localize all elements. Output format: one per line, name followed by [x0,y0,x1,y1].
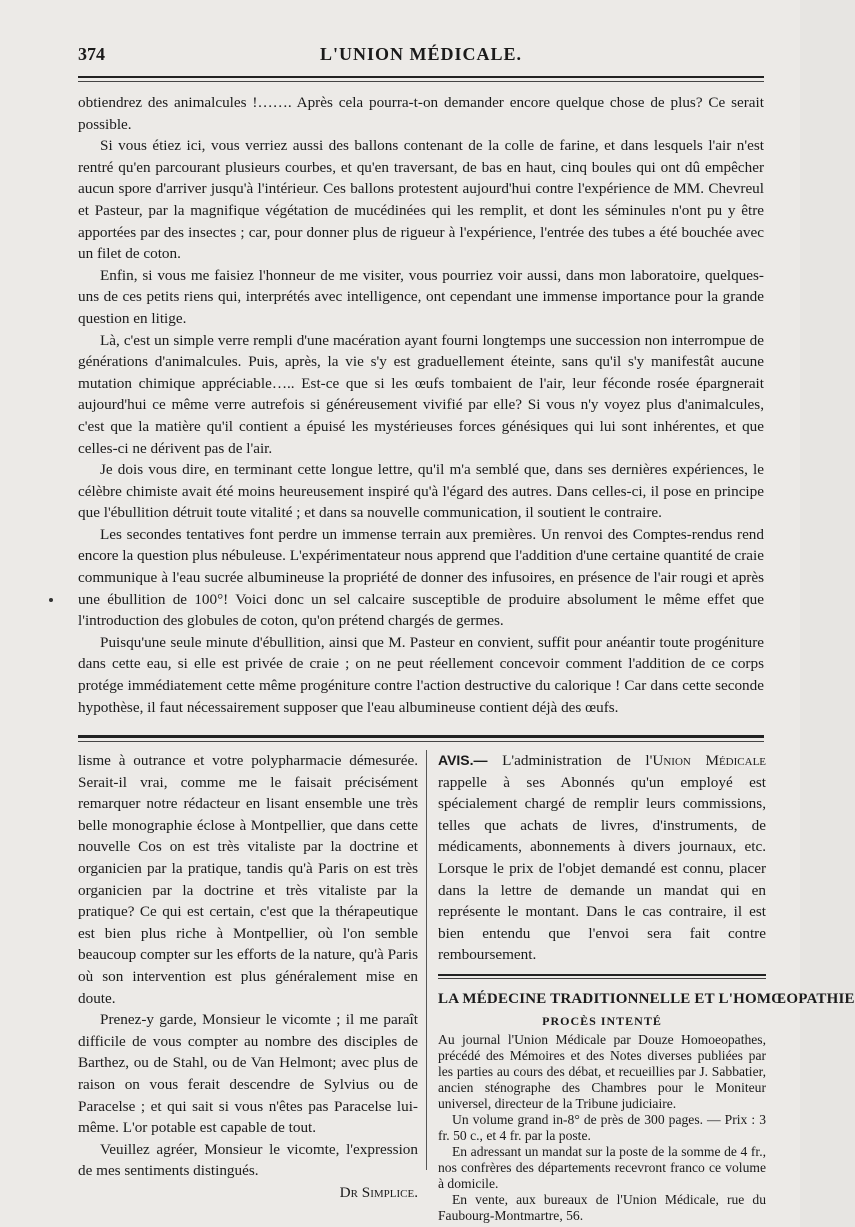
avis-journal-name: Union Médicale [652,752,767,769]
column-divider [426,750,427,1170]
article-paragraph: Les secondes tentatives font perdre un immense terrain aux premières. Un renvoi des Comptes-rendus rend encore la question plus nébuleuse. L'expérimentateur nous apprend que l'addition d'une certaine quantité de craie communique à l'eau sucrée albumineuse la propriété de donner des infusoires, en présence de l'air rougi et après une ébullition de 100°! Voici donc un sel calcaire susceptible de produire absolument le même effet que l'introduction des globules de coton, qu'on prétend chargés de germes. [78,525,764,630]
article-paragraph: Puisqu'une seule minute d'ébullition, ainsi que M. Pasteur en convient, suffit pour anéantir toute progéniture dans cette eau, si elle est privée de craie ; on ne peut réellement concevoir comment l'addition de ce corps protége immédiatement cette même progéniture contre l'action destructive du calorique ! Car dans cette seconde hypothèse, il faut nécessairement supposer que l'eau albumineuse contient déjà des œufs. [78,633,764,716]
ad-paragraph: En adressant un mandat sur la poste de la somme de 4 fr., nos confrères des départements recevront franco ce volume à domicile. [438,1144,766,1192]
article-paragraph: Là, c'est un simple verre rempli d'une macération ayant fourni longtemps une succession non interrompue de générations d'animalcules. Puis, après, la vie s'y est graduellement éteinte, sans qu'il s'y manifestât aucune mutation chimique appréciable….. Est-ce que si les œufs tombaient de l'air, leur féconde rosée épargnerait aujourd'hui ce même verre autrefois si généreusement vivifié par elle? Si vous n'y voyez plus d'animalcules, c'est que la matière qu'il contient a épuisé les mystérieuses forces génésiques qui lui sont inhérentes, et que celles-ci ne dérivent pas de l'air. [78,331,764,457]
journal-title: L'UNION MÉDICALE. [319,44,523,64]
letter-article [78,92,764,718]
print-mark [49,598,53,602]
article-paragraph: obtiendrez des animalcules !……. Après cela pourra-t-on demander encore quelque chose de plus? Ce serait possible. [78,94,764,133]
avis-text-continued: rappelle à ses Abonnés qu'un employé est spécialement chargé de remplir leurs commissions, telles que achats de livres, d'instruments, de médicaments, abonnements à divers journaux, etc. Lorsque le prix de l'objet demandé est connu, placer dans la lettre de demande un mandat qui en représente le montant. Dans le cas contraire, il est bien entendu que l'envoi sera fait contre remboursement. [438,773,766,964]
notice-rule-thin [438,978,766,979]
column-paragraph: Veuillez agréer, Monsieur le vicomte, l'expression de mes sentiments distingués. [78,1140,418,1180]
article-paragraph: Si vous étiez ici, vous verriez aussi des ballons contenant de la colle de farine, et dans lesquels l'air n'est rentré qu'en parcourant plusieurs courbes, et qu'en traversant, de bas en haut, cinq boules qui ont dû empêcher aucun spore d'arriver jusqu'à l'intérieur. Ces ballons protestent aujourd'hui contre l'expérience de MM. Chevreul et Pasteur, par la magnifique végétation de mucédinées qui les remplit, et dont les séminules n'ont pu y être apportées par des insectes ; car, pour donner plus de rigueur à l'expérience, l'entrée des tubes a été bouchée avec un filet de coton. [78,137,764,263]
avis-text: L'administration de l' [487,752,653,769]
header-rule [78,76,764,78]
page-number: 374 [78,44,105,64]
section-rule-thin [78,741,764,742]
column-paragraph: lisme à outrance et votre polypharmacie démesurée. Serait-il vrai, comme me le faisait précisément remarquer notre rédacteur en lisant ensemble une très belle monographie éclose à Montpellier, que dans cette nouvelle Cos on est très vitaliste par la doctrine et organicien par la pratique, tandis qu'à Paris on est très organicien par la doctrine et très vitaliste par la pratique? Ce qui est certain, c'est que la thérapeutique est bien plus riche à Montpellier, où l'on semble beaucoup compter sur les efforts de la nature, qu'à Paris où son intervention est plus généralement mise en doute. [78,752,418,1007]
ad-paragraph: En vente, aux bureaux de l'Union Médicale, rue du Faubourg-Montmartre, 56. [438,1192,766,1224]
section-rule [78,735,764,738]
header-rule-thin [78,81,764,82]
ad-paragraph: Un volume grand in-8° de près de 300 pages. — Prix : 3 fr. 50 c., et 4 fr. par la poste. [438,1112,766,1144]
column-paragraph: Prenez-y garde, Monsieur le vicomte ; il me paraît difficile de vous compter au nombre des disciples de Barthez, ou de Stahl, ou de Van Helmont; avec plus de raison on vous ferait descendre de Sylvius ou de Paracelse ; et qui sait si vous n'êtes pas Paracelse lui-même. L'or potable est capable de tout. [78,1011,418,1137]
ad-heading: LA MÉDECINE TRADITIONNELLE ET L'HOMŒOPATHIE [438,990,855,1007]
notice-rule [438,974,766,976]
signature: Dr Simplice. [339,1183,418,1201]
avis-label: AVIS.— [438,752,488,768]
page-header [78,44,764,70]
feuilleton-column [78,750,418,1203]
ad-paragraph: Au journal l'Union Médicale par Douze Homoeopathes, précédé des Mémoires et des Notes diverses publiées par les parties au cours des débat, et recueillies par J. Sabbatier, ancien sténographe des Chambres pour le Moniteur universel, directeur de la Tribune judiciaire. [438,1032,766,1112]
article-paragraph: Enfin, si vous me faisiez l'honneur de me visiter, vous pourriez voir aussi, dans mon laboratoire, quelques-uns de ces petits riens qui, interprétés avec intelligence, ont cependant une immense importance pour la grande question en litige. [78,266,764,327]
notices-column [438,750,855,1224]
article-paragraph: Je dois vous dire, en terminant cette longue lettre, qu'il m'a semblé que, dans ses dernières expériences, le célèbre chimiste avait été moins heureusement inspiré qu'à l'égard des autres. Dans celles-ci, il pose en principe que l'ébullition détruit toute vitalité ; et dans sa nouvelle communication, il soutient le contraire. [78,461,764,522]
ad-subheading: PROCÈS INTENTÉ [542,1013,662,1028]
avis-notice [438,750,766,966]
